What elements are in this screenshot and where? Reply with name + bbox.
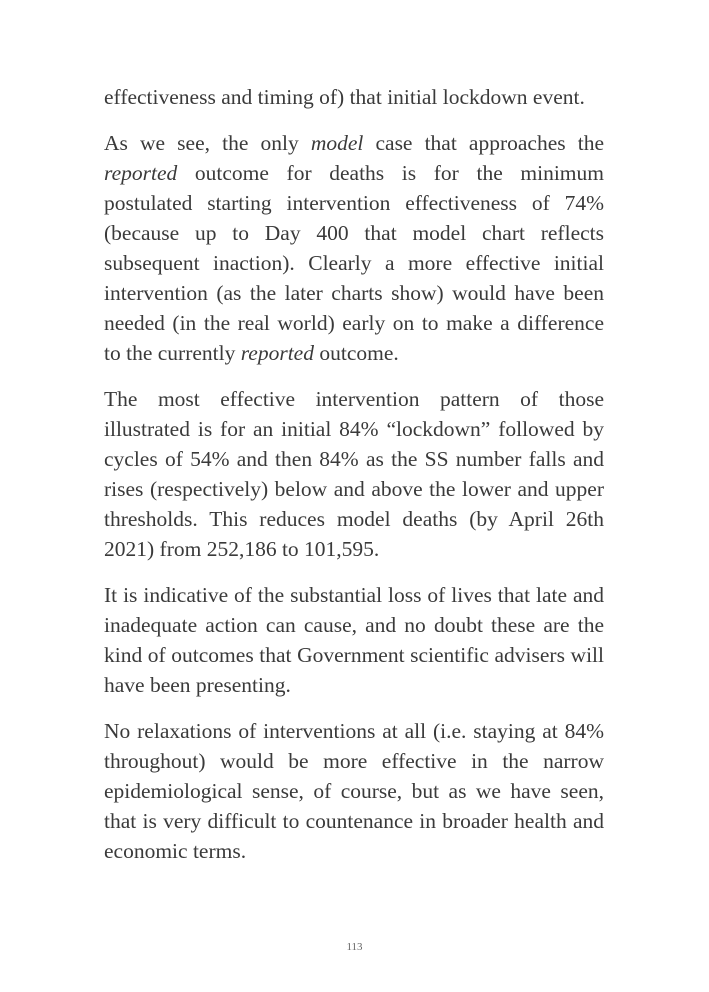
paragraph-4 [104,580,604,700]
paragraph-3 [104,384,604,564]
emphasis-model: model [310,131,364,155]
paragraph-2-text: outcome for deaths is for the minimum postulated starting intervention effectiveness of 74% (because up to Day 400 that model chart reflects subsequent inaction). Clearly a more effective initial intervention (as the later charts show) would have been needed (in the real world) early on to make a difference to the currently [104,161,604,365]
paragraph-2-text: As we see, the only [104,131,311,155]
paragraph-1 [104,82,604,112]
paragraph-2-text: case that approaches the [363,131,605,155]
paragraph-2 [104,128,604,368]
paragraph-5-text: No relaxations of interventions at all (i.e. staying at 84% throughout) would be more effective in the narrow epidemiological sense, of course, but as we have seen, that is very difficult to countenance in broader health and economic terms. [104,719,604,863]
paragraph-3-text: The most effective intervention pattern of those illustrated is for an initial 84% “lockdown” followed by cycles of 54% and then 84% as the SS number falls and rises (respectively) below and above the lower and upper thresholds. This reduces model deaths (by April 26th 2021) from 252,186 to 101,595. [104,387,604,561]
page-number: 113 [346,941,363,953]
emphasis-reported: reported [240,341,314,365]
paragraph-4-text: It is indicative of the substantial loss of lives that late and inadequate action can cause, and no doubt these are the kind of outcomes that Government scientific advisers will have been presenting. [104,583,604,697]
paragraph-5 [104,716,604,866]
body-text [104,82,604,882]
emphasis-reported: reported [104,161,178,185]
paragraph-1-text: effectiveness and timing of) that initial lockdown event. [104,85,585,109]
paragraph-2-text: outcome. [313,341,399,365]
